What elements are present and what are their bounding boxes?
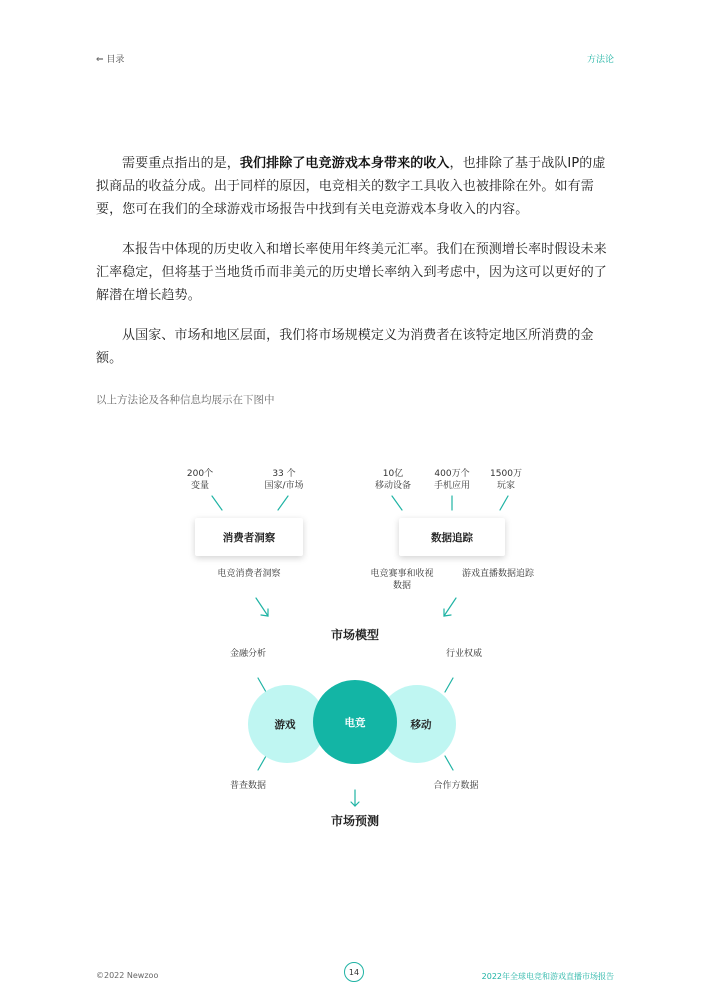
paragraph-1-rest: ，也排除了基于战队IP的虚拟商品的收益分成。出于同样的原因，电竞相关的数字工具收入也被排除在外。如有需要，您可在我们的全球游戏市场报告中找到有关电竞游戏本身收入的内容。 [96,156,606,217]
streaming-data-tracking: 游戏直播数据追踪 [461,569,534,579]
consumer-insight-box [195,518,303,556]
market-model-title: 市场模型 [330,628,379,642]
connector-financial [258,678,266,692]
connector-devices [392,496,402,510]
paragraph-3: 从国家、市场和地区层面，我们将市场规模定义为消费者在该特定地区所消费的金额。 [96,328,594,366]
stat-countries-number: 33 个 [272,469,296,479]
esports-circle [313,680,397,764]
stat-variables-number: 200个 [186,469,214,479]
connector-variables [212,496,222,510]
games-label: 游戏 [274,718,296,731]
mobile-label: 移动 [410,718,432,731]
stat-apps-label: 手机应用 [433,481,470,491]
stat-countries-label: 国家/市场 [264,481,304,491]
stat-devices [368,468,418,492]
stat-apps [426,468,478,492]
stat-players-label: 玩家 [496,481,515,491]
data-tracking-box [399,518,505,556]
census-data: 普查数据 [229,781,266,791]
stat-devices-number: 10亿 [382,469,404,479]
consumer-insight-label: 消费者洞察 [222,531,276,544]
esports-events-viewership [364,568,440,592]
stat-apps-number: 400万个 [434,469,470,479]
stat-variables-label: 变量 [190,481,209,491]
esports-events-line-2: 数据 [392,581,411,591]
arrow-tracking-to-model [444,598,456,616]
connector-partner [445,756,453,770]
data-tracking-label: 数据追踪 [431,531,473,544]
footer-report-title: 2022年全球电竞和游戏直播市场报告 [481,972,614,981]
diagram-caption: 以上方法论及各种信息均展示在下图中 [96,394,275,406]
arrow-consumer-to-model [256,598,268,616]
industry-authority: 行业权威 [445,649,482,659]
connector-players [500,496,508,510]
stat-countries [256,468,312,492]
stat-players-number: 1500万 [490,469,522,479]
market-forecast-title: 市场预测 [330,814,379,828]
esports-consumer-insight: 电竞消费者洞察 [217,569,281,579]
stat-players [484,468,528,492]
connector-census [258,756,266,770]
paragraph-2: 本报告中体现的历史收入和增长率使用年终美元汇率。我们在预测增长率时假设未来汇率稳定，但将基于当地货币而非美元的历史增长率纳入到考虑中，因为这可以更好的了解潜在增长趋势。 [96,242,607,303]
stat-devices-label: 移动设备 [374,481,411,491]
financial-analysis: 金融分析 [229,649,266,659]
paragraph-1-start: 需要重点指出的是， [122,156,240,171]
connector-industry [445,678,453,692]
page-number [344,962,364,982]
paragraph-1-emphasis: 我们排除了电竞游戏本身带来的收入 [239,156,450,171]
toc-link[interactable]: ⇐ 目录 [96,55,125,65]
footer-copyright: ©2022 Newzoo [96,971,159,980]
connector-countries [278,496,288,510]
stat-variables [178,468,222,492]
esports-label: 电竞 [344,716,366,729]
page-number-text: 14 [348,967,360,977]
partner-data: 合作方数据 [433,781,479,791]
esports-events-line-1: 电竞赛事和收视 [370,569,434,579]
section-title: 方法论 [586,55,614,65]
